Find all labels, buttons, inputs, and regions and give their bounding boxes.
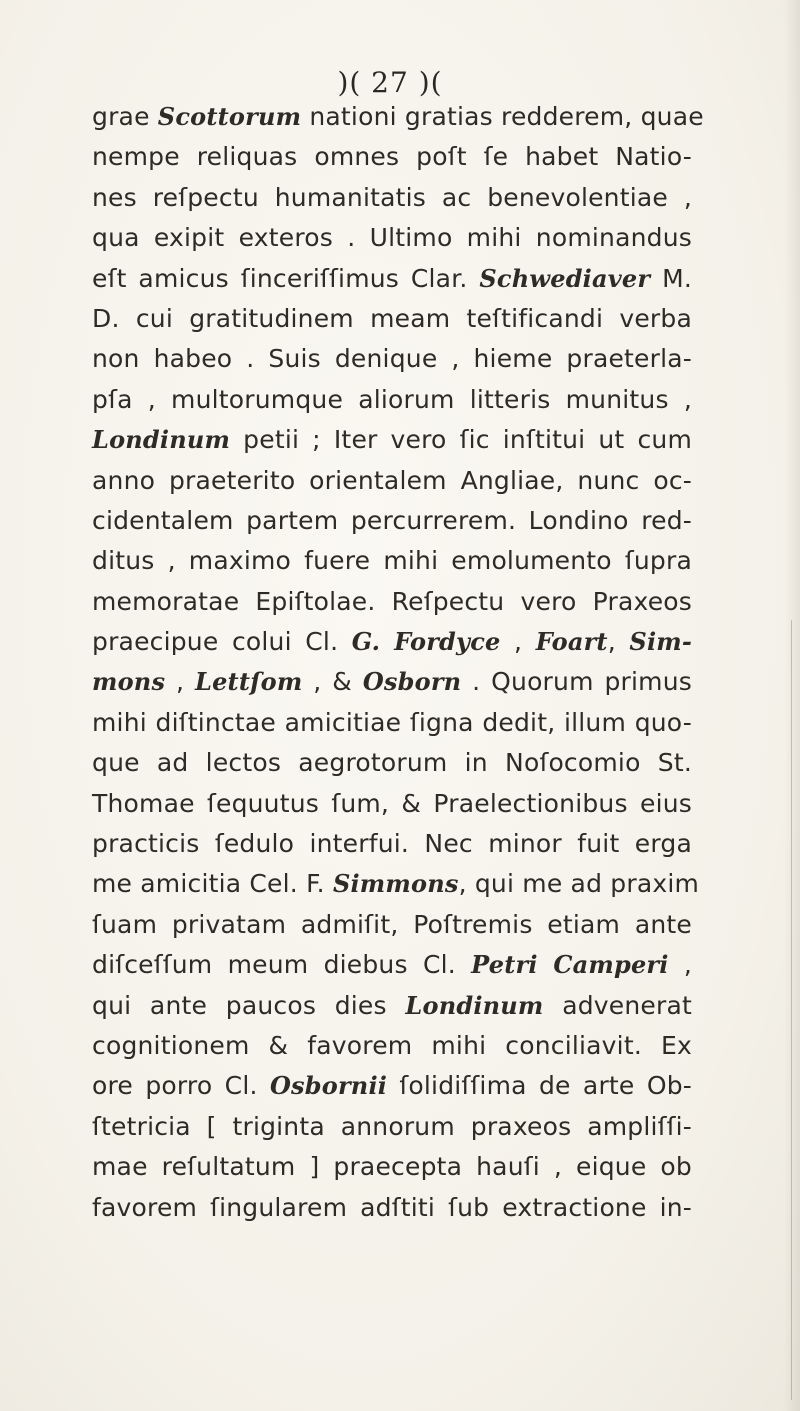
italic-segment: G. Fordyce — [351, 627, 501, 657]
text-segment: pſa , multorumque aliorum litteris munitus , — [92, 384, 692, 414]
text-segment: , — [165, 667, 195, 697]
italic-segment: Londinum — [92, 425, 231, 455]
text-segment: anno praeterito orientalem Angliae, nunc oc- — [92, 465, 692, 495]
text-segment: ſolidiſſima de arte Ob- — [387, 1071, 692, 1101]
text-line — [92, 986, 692, 1026]
text-line — [92, 420, 692, 460]
text-segment: D. cui gratitudinem meam teſtificandi verba — [92, 303, 692, 333]
text-line — [92, 541, 692, 581]
text-line — [92, 97, 704, 137]
text-segment: qui ante paucos dies — [92, 990, 406, 1020]
text-line — [92, 501, 692, 541]
italic-segment: Osborn — [362, 667, 462, 697]
page-number: )( 27 )( — [337, 66, 443, 99]
text-line — [92, 1107, 692, 1147]
text-line — [92, 380, 692, 420]
text-line — [92, 1188, 692, 1228]
text-line — [92, 299, 692, 339]
text-segment: cidentalem partem percurrerem. Londino red- — [92, 505, 692, 535]
text-segment: , qui me ad praxim — [458, 869, 700, 899]
text-line — [92, 824, 692, 864]
italic-segment: Petri Camperi — [471, 950, 669, 980]
text-segment: ſuam privatam admiſit, Poſtremis etiam ante — [92, 909, 692, 939]
text-segment: me amicitia Cel. F. — [92, 869, 333, 899]
text-line — [92, 662, 692, 702]
text-segment: ditus , maximo fuere mihi emolumento ſupra — [92, 546, 692, 576]
text-segment: diſceſſum meum diebus Cl. — [92, 950, 472, 980]
text-segment: nempe reliquas omnes poſt ſe habet Natio- — [92, 142, 692, 172]
text-segment: practicis ſedulo interfui. Nec minor fuit erga — [92, 829, 692, 859]
text-line — [92, 461, 692, 501]
page-edge-shadow — [784, 0, 800, 1411]
text-segment: grae — [92, 102, 158, 131]
text-segment: , — [607, 627, 630, 657]
italic-segment: Sim- — [629, 627, 693, 657]
italic-segment: Foart — [535, 627, 608, 657]
text-line — [92, 218, 692, 258]
text-line — [92, 259, 692, 299]
text-segment: que ad lectos aegrotorum in Noſocomio St. — [92, 748, 692, 778]
text-line — [92, 945, 692, 985]
text-segment: praecipue colui Cl. — [92, 627, 352, 657]
italic-segment: Lettſom — [195, 667, 303, 697]
italic-segment: Scottorum — [157, 102, 302, 131]
text-segment: advenerat — [543, 990, 692, 1020]
italic-segment: Osbornii — [269, 1071, 388, 1101]
text-line — [92, 178, 692, 218]
text-segment: . Quorum primus — [461, 667, 692, 697]
text-segment: non habeo . Suis denique , hieme praeterla- — [92, 344, 692, 374]
page-edge-line — [791, 620, 792, 1400]
italic-segment: Schwediaver — [479, 263, 651, 293]
text-segment: ſtetricia [ triginta annorum praxeos ampliſſi- — [92, 1111, 692, 1141]
text-line — [92, 743, 692, 783]
text-segment: mae reſultatum ] praecepta hauſi , eique ob — [92, 1152, 692, 1182]
italic-segment: mons — [92, 667, 166, 697]
text-line — [92, 784, 692, 824]
text-segment: mihi diſtinctae amicitiae ſigna dedit, illum quo- — [92, 707, 692, 737]
text-segment: , — [500, 627, 536, 657]
text-segment: ore porro Cl. — [92, 1071, 270, 1101]
italic-segment: Simmons — [332, 869, 459, 899]
text-segment: cognitionem & favorem mihi conciliavit. Ex — [92, 1030, 692, 1060]
text-segment: memoratae Epiſtolae. Reſpectu vero Praxeos — [92, 586, 692, 616]
text-segment: , — [668, 950, 692, 980]
text-line — [92, 339, 692, 379]
text-segment: nationi gratias redderem, quae — [301, 102, 704, 131]
text-segment: favorem ſingularem adſtiti ſub extractione in- — [92, 1192, 692, 1222]
text-line — [92, 1147, 692, 1187]
text-line — [92, 703, 692, 743]
text-segment: eſt amicus ſinceriſſimus Clar. — [92, 263, 480, 293]
text-segment: qua exipit exteros . Ultimo mihi nominandus — [92, 223, 692, 253]
text-line — [92, 905, 692, 945]
text-line — [92, 582, 692, 622]
text-segment: petii ; Iter vero ſic inſtitui ut cum — [230, 425, 692, 455]
text-line — [92, 622, 692, 662]
text-line — [92, 1066, 692, 1106]
italic-segment: Londinum — [405, 990, 544, 1020]
body-text — [92, 97, 704, 1228]
text-line — [92, 137, 692, 177]
text-line — [92, 1026, 692, 1066]
text-segment: Thomae ſequutus ſum, & Praelectionibus eius — [92, 788, 692, 818]
text-segment: , & — [302, 667, 363, 697]
text-segment: nes reſpectu humanitatis ac benevolentiae , — [92, 182, 692, 212]
text-segment: M. — [650, 263, 692, 293]
text-line — [92, 864, 700, 904]
